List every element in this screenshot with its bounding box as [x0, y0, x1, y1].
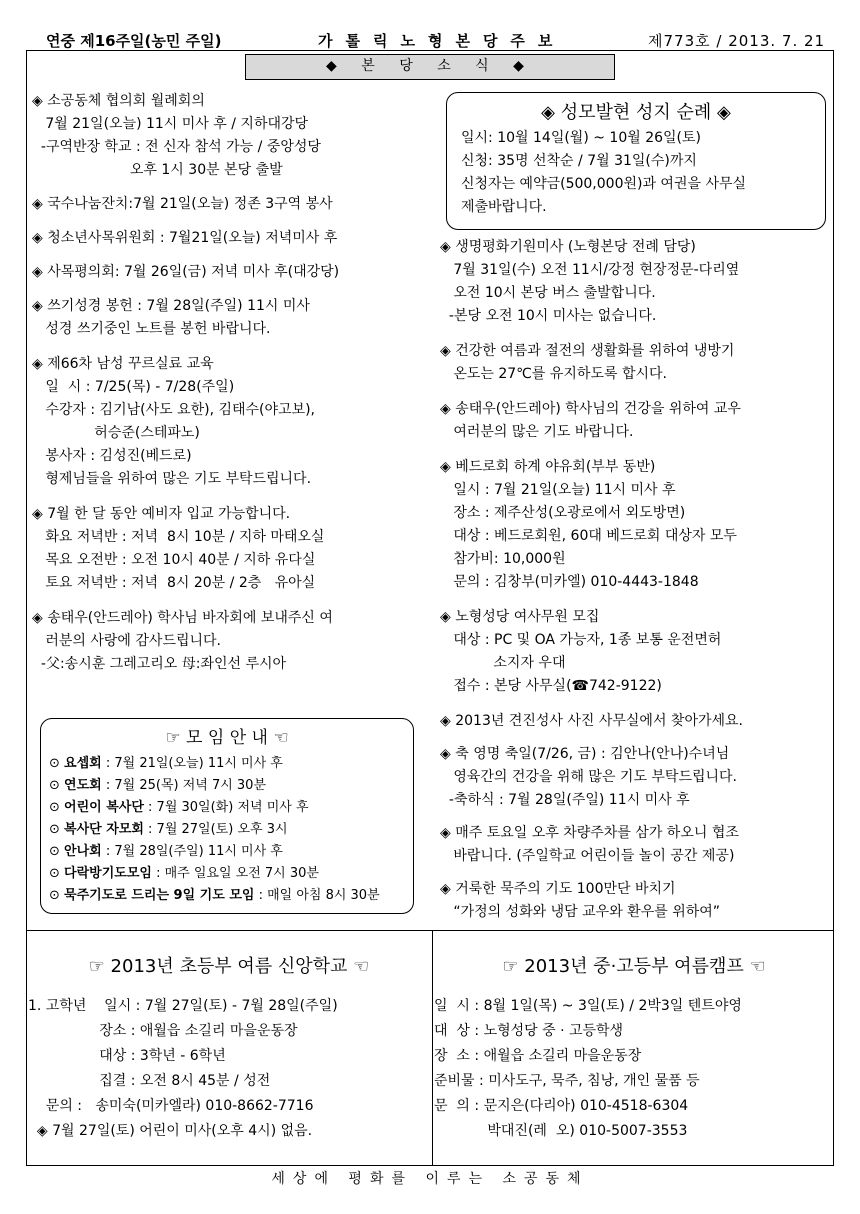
notice-item [32, 353, 432, 491]
notice-line: 소지자 우대 [440, 655, 566, 671]
meeting-time: : 7월 21일(오늘) 11시 미사 후 [101, 756, 283, 771]
meetings-box [40, 718, 414, 914]
meeting-row [49, 797, 405, 819]
notice-item [32, 607, 432, 676]
circle-dot-icon: ⊙ [49, 778, 65, 793]
notice-line: 영육간의 건강을 위해 많은 기도 부탁드립니다. [440, 769, 738, 785]
notice-line: ◈ 생명평화기원미사 (노형본당 전례 담당) [440, 239, 696, 255]
meeting-name: 요셉회 [64, 756, 102, 771]
meeting-row [49, 863, 405, 885]
info-line: 집결 : 오전 8시 45분 / 성전 [28, 1073, 271, 1089]
bulletin-date-label: 연중 제16주일(농민 주일) [46, 32, 222, 50]
notice-line: 오전 10시 본당 버스 출발합니다. [440, 285, 656, 301]
highschool-section [434, 952, 834, 1144]
info-line: 문 의 : 문지은(다리아) 010-4518-6304 [434, 1098, 689, 1114]
info-line: 장소 : 애월읍 소길리 마을운동장 [28, 1023, 298, 1039]
notice-line: 접수 : 본당 사무실(☎742-9122) [440, 678, 662, 694]
notice-line: ◈ 건강한 여름과 절전의 생활화를 위하여 냉방기 [440, 343, 735, 359]
notice-line: 참가비: 10,000원 [440, 551, 566, 567]
notice-line: ◈ 베드로회 하계 야유회(부부 동반) [440, 459, 656, 475]
circle-dot-icon: ⊙ [49, 800, 65, 815]
right-column [440, 236, 832, 924]
column-divider [432, 930, 433, 1166]
pilgrimage-title: ◈ 성모발현 성지 순례 ◈ [541, 102, 731, 123]
notice-item [440, 340, 832, 386]
notice-item [440, 822, 832, 868]
notice-line: 허승준(스테파노) [32, 425, 200, 441]
info-line: 대상 : 3학년 - 6학년 [28, 1048, 226, 1064]
meeting-name: 연도회 [64, 778, 102, 793]
notice-line: ◈ 쓰기성경 봉헌 : 7월 28일(주일) 11시 미사 [32, 298, 310, 314]
circle-dot-icon: ⊙ [49, 756, 65, 771]
notice-item [440, 743, 832, 812]
notice-line: 대상 : PC 및 OA 가능자, 1종 보통 운전면허 [440, 632, 722, 648]
notice-item [32, 295, 432, 341]
meeting-time: : 7월 25(목) 저녁 7시 30분 [101, 778, 267, 793]
meeting-row [49, 775, 405, 797]
circle-dot-icon: ⊙ [49, 822, 65, 837]
notice-line: 봉사자 : 김성진(베드로) [32, 448, 192, 464]
info-line: 장 소 : 애월읍 소길리 마을운동장 [434, 1048, 642, 1064]
notice-line: -축하식 : 7월 28일(주일) 11시 미사 후 [440, 792, 690, 808]
notice-line: 형제님들을 위하여 많은 기도 부탁드립니다. [32, 471, 312, 487]
notice-item [440, 236, 832, 328]
notice-line: 일 시 : 7/25(목) - 7/28(주일) [32, 379, 235, 395]
notice-line: 성경 쓰기중인 노트를 봉헌 바랍니다. [32, 321, 271, 337]
meeting-time: : 매일 아침 8시 30분 [254, 888, 380, 903]
notice-line: ◈ 매주 토요일 오후 차량주차를 삼가 하오니 협조 [440, 825, 739, 841]
notice-line: 7월 21일(오늘) 11시 미사 후 / 지하대강당 [32, 116, 309, 132]
notice-line: ◈ 거룩한 묵주의 기도 100만단 바치기 [440, 881, 676, 897]
highschool-title: ☞ 2013년 중·고등부 여름캠프 ☜ [502, 956, 766, 977]
notice-line: ◈ 국수나눔잔치:7월 21일(오늘) 정존 3구역 봉사 [32, 196, 333, 212]
notice-line: ◈ 소공동체 협의회 월례회의 [32, 93, 205, 109]
notice-line: 토요 저녁반 : 저녁 8시 20분 / 2층 유아실 [32, 575, 316, 591]
notice-line: -구역반장 학교 : 전 신자 참석 가능 / 중앙성당 [32, 139, 321, 155]
notice-item [32, 227, 432, 250]
bulletin-title: 가톨릭노형본당주보 [318, 32, 566, 50]
notice-line: 7월 31일(수) 오전 11시/강정 현장정문-다리옆 [440, 262, 740, 278]
meeting-name: 어린이 복사단 [64, 800, 144, 815]
meeting-row [49, 841, 405, 863]
notice-item [440, 398, 832, 444]
meetings-title: ☞ 모 임 안 내 ☜ [165, 728, 289, 748]
left-column [32, 90, 432, 676]
meeting-time: : 매주 일요일 오전 7시 30분 [151, 866, 319, 881]
meeting-name: 안나회 [64, 844, 102, 859]
notice-item [440, 456, 832, 594]
notice-item [440, 878, 832, 924]
info-line: 1. 고학년 일시 : 7월 27일(토) - 7월 28일(주일) [28, 998, 338, 1014]
notice-line: ◈ 송태우(안드레아) 학사님의 건강을 위하여 교우 [440, 401, 741, 417]
info-line: 일 시 : 8월 1일(목) ~ 3일(토) / 2박3일 텐트야영 [434, 998, 742, 1014]
notice-line: ◈ 사목평의회: 7월 26일(금) 저녁 미사 후(대강당) [32, 264, 340, 280]
circle-dot-icon: ⊙ [49, 844, 65, 859]
meeting-name: 묵주기도로 드리는 9일 기도 모임 [64, 888, 255, 903]
info-line: 박대진(레 오) 010-5007-3553 [434, 1123, 688, 1139]
pilgrimage-line: 제출바랍니다. [461, 199, 547, 215]
meeting-row [49, 753, 405, 775]
circle-dot-icon: ⊙ [49, 888, 65, 903]
notice-line: 수강자 : 김기남(사도 요한), 김태수(야고보), [32, 402, 315, 418]
notice-line: 일시 : 7월 21일(오늘) 11시 미사 후 [440, 482, 676, 498]
notice-line: 오후 1시 30분 본당 출발 [32, 162, 283, 178]
info-line: 대 상 : 노형성당 중 · 고등학생 [434, 1023, 624, 1039]
notice-item [32, 503, 432, 595]
info-line: 준비물 : 미사도구, 묵주, 침낭, 개인 물품 등 [434, 1073, 700, 1089]
meeting-time: : 7월 27일(토) 오후 3시 [143, 822, 288, 837]
notice-line: 문의 : 김창부(미카엘) 010-4443-1848 [440, 574, 699, 590]
elementary-title: ☞ 2013년 초등부 여름 신앙학교 ☜ [88, 956, 370, 977]
meeting-name: 복사단 자모회 [64, 822, 144, 837]
meeting-time: : 7월 30일(화) 저녁 미사 후 [143, 800, 309, 815]
notice-line: -본당 오전 10시 미사는 없습니다. [440, 308, 657, 324]
info-line: 문의 : 송미숙(미카엘라) 010-8662-7716 [28, 1098, 314, 1114]
parish-news-banner: ◆ 본 당 소 식 ◆ [245, 54, 615, 80]
notice-item [32, 90, 432, 182]
meeting-time: : 7월 28일(주일) 11시 미사 후 [101, 844, 283, 859]
notice-line: 장소 : 제주산성(오광로에서 외도방면) [440, 505, 686, 521]
section-divider [26, 930, 834, 931]
footer-slogan: 세상에 평화를 이루는 소공동체 [271, 1171, 589, 1187]
notice-line: ◈ 축 영명 축일(7/26, 금) : 김안나(안나)수녀님 [440, 746, 730, 762]
notice-line: 목요 오전반 : 오전 10시 40분 / 지하 유다실 [32, 552, 316, 568]
notice-line: 화요 저녁반 : 저녁 8시 10분 / 지하 마태오실 [32, 529, 325, 545]
pilgrimage-box [446, 92, 826, 230]
notice-line: ◈ 청소년사목위원회 : 7월21일(오늘) 저녁미사 후 [32, 230, 338, 246]
notice-line: 대상 : 베드로회원, 60대 베드로회 대상자 모두 [440, 528, 737, 544]
notice-item [440, 710, 832, 733]
pilgrimage-line: 신청자는 예약금(500,000원)과 여권을 사무실 [461, 176, 747, 192]
notice-line: 러분의 사랑에 감사드립니다. [32, 633, 221, 649]
notice-item [32, 261, 432, 284]
notice-line: ◈ 제66차 남성 꾸르실료 교육 [32, 356, 214, 372]
pilgrimage-line: 일시: 10월 14일(월) ~ 10월 26일(토) [461, 130, 701, 146]
circle-dot-icon: ⊙ [49, 866, 65, 881]
notice-line: ◈ 노형성당 여사무원 모집 [440, 609, 600, 625]
notice-line: “가정의 성화와 냉담 교우와 환우를 위하여” [440, 904, 721, 920]
elementary-section [28, 952, 430, 1144]
notice-line: 온도는 27℃를 유지하도록 합시다. [440, 366, 667, 382]
notice-line: ◈ 송태우(안드레아) 학사님 바자회에 보내주신 여 [32, 610, 333, 626]
issue-number: 제773호 / 2013. 7. 21 [648, 32, 826, 50]
notice-item [440, 606, 832, 698]
notice-item [32, 193, 432, 216]
pilgrimage-line: 신청: 35명 선착순 / 7월 31일(수)까지 [461, 153, 697, 169]
meeting-row [49, 885, 405, 907]
notice-line: 바랍니다. (주일학교 어린이들 놀이 공간 제공) [440, 848, 735, 864]
info-line: ◈ 7월 27일(토) 어린이 미사(오후 4시) 없음. [28, 1123, 313, 1139]
meeting-row [49, 819, 405, 841]
notice-line: ◈ 2013년 견진성사 사진 사무실에서 찾아가세요. [440, 713, 744, 729]
notice-line: ◈ 7월 한 달 동안 예비자 입교 가능합니다. [32, 506, 291, 522]
notice-line: 여러분의 많은 기도 바랍니다. [440, 424, 634, 440]
meeting-name: 다락방기도모임 [64, 866, 152, 881]
notice-line: -父:송시훈 그레고리오 母:좌인선 루시아 [32, 656, 287, 672]
